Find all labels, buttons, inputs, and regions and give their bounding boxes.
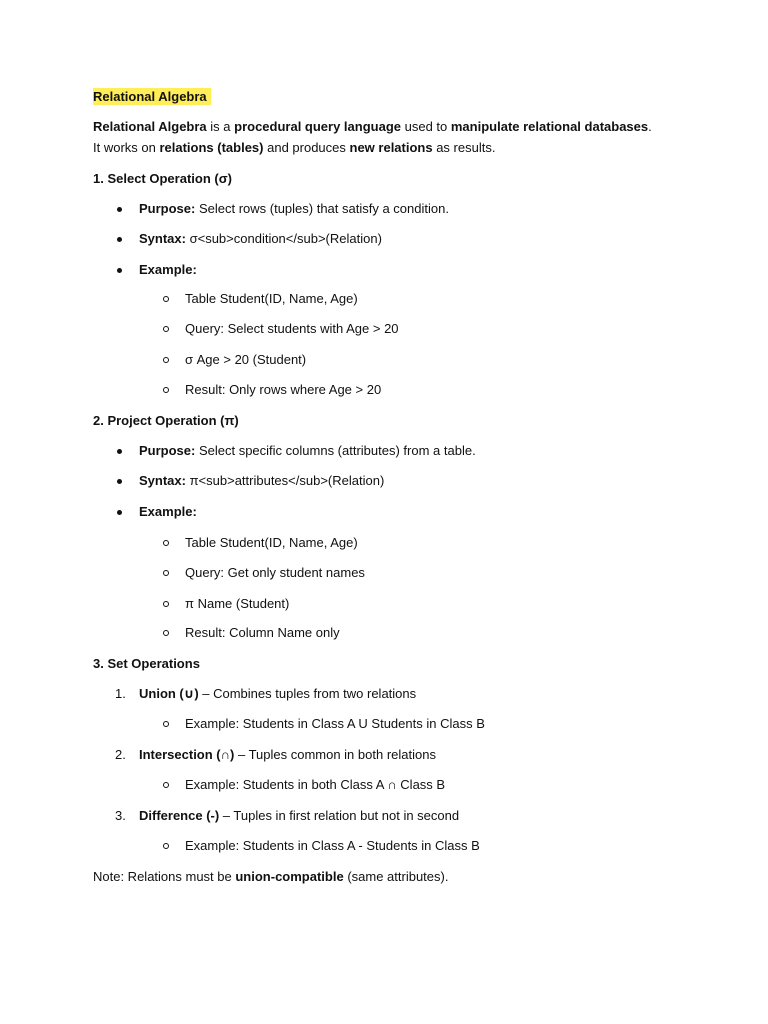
project-purpose: Purpose: Select specific columns (attributes) from a table. [139, 443, 476, 458]
project-syntax: Syntax: π<sub>attributes</sub>(Relation) [139, 473, 385, 488]
sub-bullet-icon [163, 326, 169, 332]
set-op-intersection-example: Example: Students in both Class A ∩ Class B [185, 777, 446, 792]
bullet-icon [117, 268, 122, 273]
bullet-icon [117, 237, 122, 242]
project-example-item: Result: Column Name only [185, 625, 340, 640]
set-op-union: Union (∪) – Combines tuples from two relations [139, 686, 417, 701]
select-heading: 1. Select Operation (σ) [93, 171, 232, 186]
sub-bullet-icon [163, 843, 169, 849]
sub-bullet-icon [163, 296, 169, 302]
project-example-item: Table Student(ID, Name, Age) [185, 535, 358, 550]
sub-bullet-icon [163, 540, 169, 546]
sub-bullet-icon [163, 630, 169, 636]
list-number: 2. [115, 747, 126, 762]
sub-bullet-icon [163, 721, 169, 727]
title-highlight: Relational Algebra [93, 88, 211, 105]
bullet-icon [117, 449, 122, 454]
sub-bullet-icon [163, 570, 169, 576]
set-op-difference-example: Example: Students in Class A - Students in Class B [185, 838, 480, 853]
select-purpose: Purpose: Select rows (tuples) that satisfy a condition. [139, 201, 449, 216]
select-example-item: σ Age > 20 (Student) [185, 352, 307, 367]
set-op-union-example: Example: Students in Class A U Students in Class B [185, 716, 485, 731]
set-ops-heading: 3. Set Operations [93, 656, 200, 671]
document-title [93, 88, 211, 106]
select-syntax: Syntax: σ<sub>condition</sub>(Relation) [139, 231, 382, 246]
bullet-icon [117, 510, 122, 515]
sub-bullet-icon [163, 782, 169, 788]
project-example-item: Query: Get only student names [185, 565, 365, 580]
project-heading: 2. Project Operation (π) [93, 413, 239, 428]
select-example-item: Table Student(ID, Name, Age) [185, 291, 358, 306]
list-number: 3. [115, 808, 126, 823]
sub-bullet-icon [163, 387, 169, 393]
project-example-label: Example: [139, 504, 197, 519]
intro-line-1: Relational Algebra is a procedural query language used to manipulate relational databases. [93, 119, 652, 134]
bullet-icon [117, 207, 122, 212]
select-example-label: Example: [139, 262, 197, 277]
select-example-item: Result: Only rows where Age > 20 [185, 382, 382, 397]
bullet-icon [117, 479, 122, 484]
sub-bullet-icon [163, 601, 169, 607]
sub-bullet-icon [163, 357, 169, 363]
project-example-item: π Name (Student) [185, 596, 290, 611]
note-line: Note: Relations must be union-compatible (same attributes). [93, 869, 449, 884]
list-number: 1. [115, 686, 126, 701]
intro-line-2: It works on relations (tables) and produces new relations as results. [93, 140, 496, 155]
set-op-intersection: Intersection (∩) – Tuples common in both relations [139, 747, 436, 762]
set-op-difference: Difference (-) – Tuples in first relation but not in second [139, 808, 460, 823]
select-example-item: Query: Select students with Age > 20 [185, 321, 399, 336]
